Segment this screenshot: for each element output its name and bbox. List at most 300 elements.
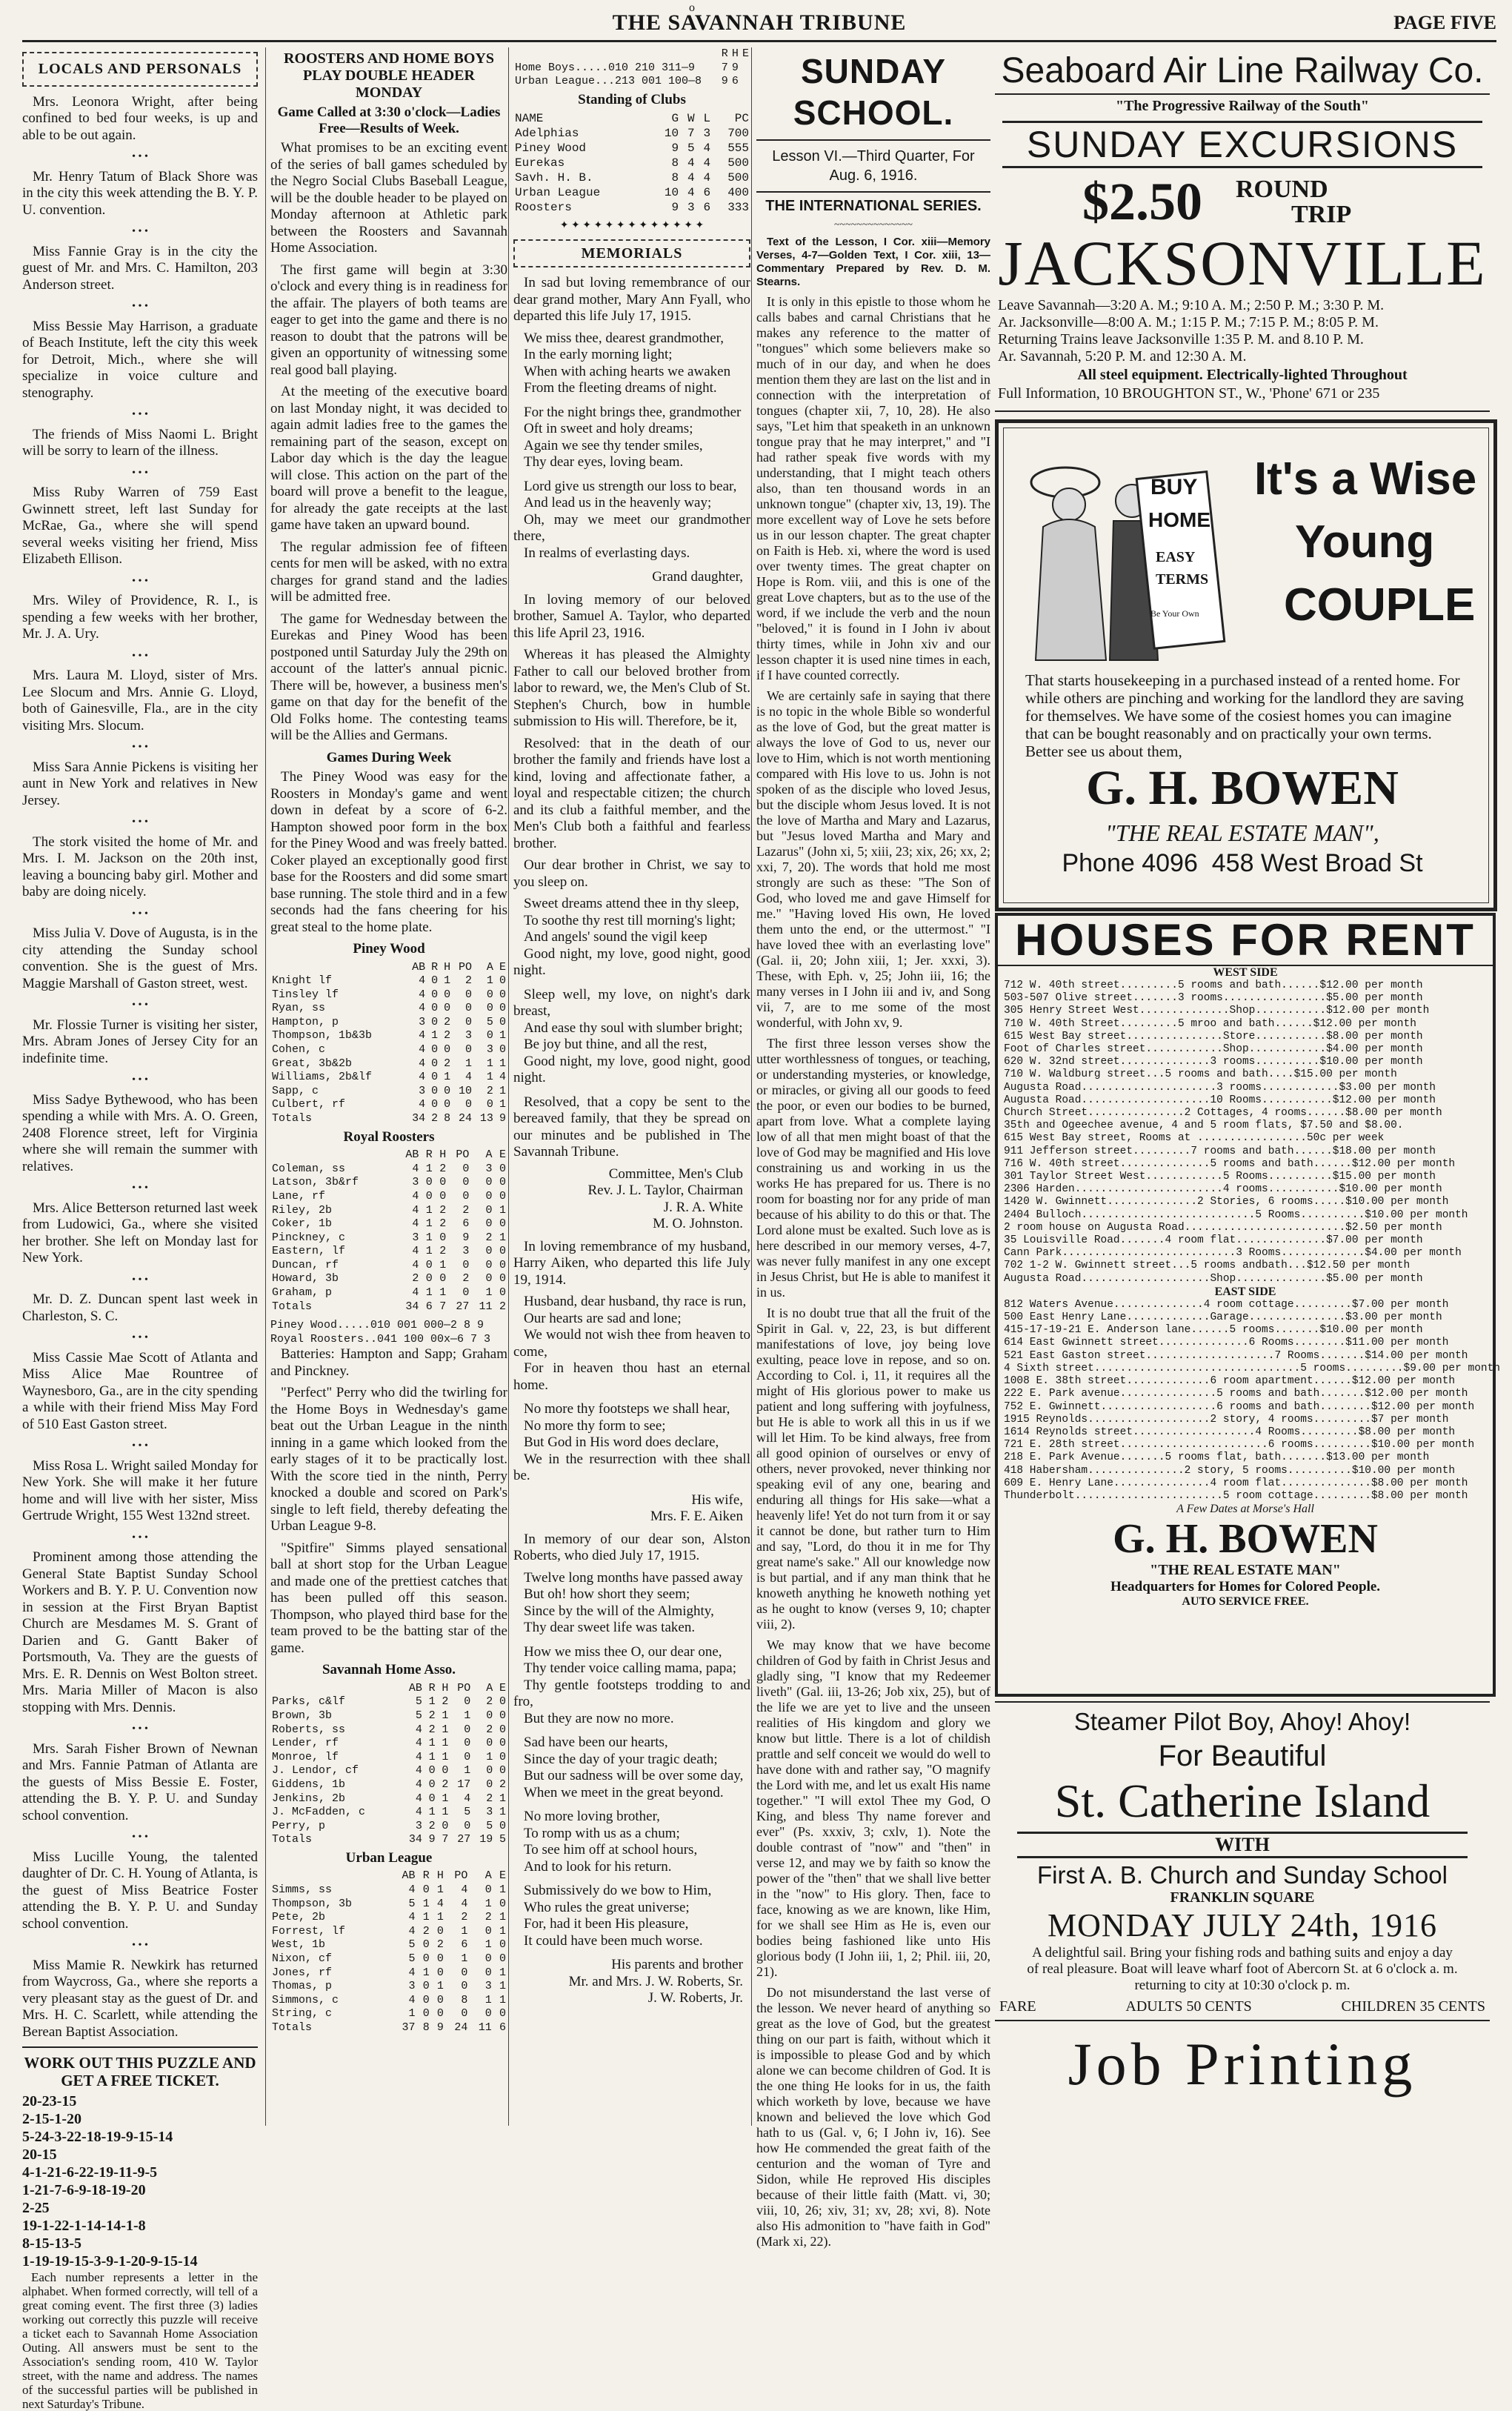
box-score-cell: 1 <box>485 1286 493 1300</box>
rent-listing: 615 West Bay street, Rooms at .................50c per week <box>1004 1132 1385 1145</box>
box-score-col <box>270 961 405 975</box>
box-score-cell: Giddens, 1b <box>272 1778 346 1791</box>
box-score-row <box>270 1833 507 1847</box>
box-score-cell: 3 <box>415 1819 422 1832</box>
box-score-cell: 5 <box>464 1806 471 1819</box>
box-score-cell: Riley, 2b <box>272 1203 333 1217</box>
box-score-cell: 1 <box>436 1883 444 1896</box>
box-score-row <box>270 1057 507 1071</box>
standing-col: PC <box>734 112 749 126</box>
box-score-cell: 4 <box>412 1245 419 1258</box>
box-score-cell: 4 <box>412 1286 419 1300</box>
box-score-cell: 0 <box>462 1162 470 1175</box>
box-score-cell: 0 <box>439 1176 447 1189</box>
standing-cell: 3 <box>687 201 695 215</box>
steamer-ad <box>995 1701 1490 2021</box>
standing-row <box>513 141 750 156</box>
box-score-cell: 34 <box>408 1833 422 1846</box>
box-score-cell: 4 <box>415 1723 422 1736</box>
box-score-cell: 17 <box>457 1778 471 1791</box>
memorial2-paragraphs <box>513 592 750 891</box>
sign-word-home: HOME <box>1148 508 1210 531</box>
box-score-cell: 0 <box>485 1217 493 1231</box>
separator-dots: • • • <box>132 1000 148 1011</box>
box-score-cell: 0 <box>499 1002 506 1015</box>
box-score-col: E <box>499 1148 506 1162</box>
standing-cell: 10 <box>664 127 679 141</box>
standing-cell: 4 <box>703 142 711 156</box>
box-score-cell: 2 <box>422 1924 430 1938</box>
standing-row <box>513 170 750 185</box>
box-score-cell: 11 <box>478 2021 492 2034</box>
box-score-cell: 4 <box>412 1217 419 1231</box>
box4-team: Urban League <box>345 1849 433 1866</box>
poem-line: Be joy but thine, and all the rest, <box>524 1037 707 1053</box>
box-score-cell: 9 <box>436 2021 444 2034</box>
box-score-cell: 5 <box>486 1819 493 1832</box>
houses-for-rent-ad <box>995 913 1501 1697</box>
box-score-cell: 1 <box>436 1911 444 1924</box>
with-text: WITH <box>1215 1834 1270 1855</box>
poem-line: But God in His word does declare, <box>524 1434 719 1451</box>
rent-listing: 1008 E. 38th street.............6 room apartment......$12.00 per month <box>1004 1375 1456 1388</box>
box-score-cell: 0 <box>431 1098 439 1111</box>
box-score-cell: 4 <box>419 1043 426 1057</box>
signature-line: Mrs. F. E. Aiken <box>650 1509 743 1525</box>
box-score-cell: 0 <box>486 1709 493 1722</box>
local-item: Miss Mamie R. Newkirk has returned from Waycross, Ga., where she reports a very pleasant stay as the guest of Dr. and Mrs. H. C. Scarlett, while attending the Berean Baptist Association. <box>22 1957 258 2040</box>
excursions-headline: SUNDAY EXCURSIONS <box>1002 121 1482 168</box>
poem-line: Submissively do we bow to Him, <box>524 1883 712 1899</box>
rhe-cell: 9 <box>721 75 728 88</box>
box-score-row <box>270 1016 507 1030</box>
box-score-cell: 24 <box>459 1112 473 1125</box>
puzzle-line: 4-1-21-6-22-19-11-9-5 <box>22 2164 158 2181</box>
box-score-cell: Totals <box>272 1112 313 1125</box>
box-score-cell: 0 <box>462 1176 470 1189</box>
box-score-cell: 3 <box>485 1162 493 1175</box>
box-score-row <box>270 1112 507 1126</box>
box-score-cell: 4 <box>419 1029 426 1042</box>
box-score-cell: 4 <box>461 1897 468 1910</box>
box-score-cell: 13 <box>479 1112 493 1125</box>
standing-cell: 5 <box>687 142 695 156</box>
box-score-cell: 4 <box>412 1189 419 1203</box>
box-score-cell: 3 <box>484 1980 492 1993</box>
poem-line: Who rules the great universe; <box>524 1899 690 1915</box>
with-label <box>1017 1832 1468 1858</box>
box-score-col: E <box>499 960 506 974</box>
box-score-cell: 10 <box>459 1084 473 1097</box>
standing-row <box>513 126 750 141</box>
local-item: Miss Lucille Young, the talented daughter of Dr. C. H. Young of Atlanta, is the guest of Miss Beatrice Foster attending the B. Y. P. U. and Sunday school convention. <box>22 1849 258 1932</box>
box-score-cell: 4 <box>419 1071 426 1084</box>
rent-auto-service: AUTO SERVICE FREE. <box>1182 1595 1309 1609</box>
box-score-cell: 1 <box>499 1203 506 1217</box>
poem-line: But oh! how short they seem; <box>524 1586 690 1603</box>
box-score-cell: 1 <box>499 1980 506 1993</box>
poem-line: When we meet in the great beyond. <box>524 1784 724 1800</box>
box-score-cell: 2 <box>442 1778 449 1791</box>
box-score-cell: 1 <box>499 1883 506 1896</box>
memorial4-intro: In memory of our dear son, Alston Roberts, who died July 17, 1915. <box>513 1531 750 1564</box>
poem-stanza <box>513 987 750 1087</box>
box-score-cell: 0 <box>486 1002 493 1015</box>
box-score-cell: 0 <box>431 974 439 988</box>
poem-line: Thy gentle footsteps trodding to and fro, <box>513 1677 750 1710</box>
box-score-cell: 0 <box>484 2007 492 2021</box>
box-score-cell: 1 <box>499 1924 506 1938</box>
box-score-cell: 0 <box>499 1819 506 1832</box>
box-score-cell: Forrest, lf <box>272 1924 346 1938</box>
line-score: Royal Roosters..041 100 00x—6 7 3 <box>270 1333 491 1346</box>
box-score-cell: 0 <box>499 1043 506 1057</box>
poem-line: Since the day of your tragic death; <box>524 1751 718 1767</box>
rent-listing: 222 E. Park avenue...............5 rooms and bath.......$12.00 per month <box>1004 1388 1468 1400</box>
box-score-row <box>270 988 507 1002</box>
local-item: Miss Cassie Mae Scott of Atlanta and Miss Alice Mae Rountree of Waynesboro, Ga., are in the city spending a while with their friend Miss May Ford of 510 East Gaston street. <box>22 1349 258 1432</box>
box-score-row <box>270 1764 507 1778</box>
box-score-cell: 4 <box>436 1897 444 1910</box>
rent-listing: 415-17-19-21 E. Anderson lane......5 rooms.......$10.00 per month <box>1004 1324 1423 1337</box>
puzzle-line: 2-25 <box>22 2200 50 2216</box>
box-score-cell: 2 <box>436 1938 444 1952</box>
newspaper-title: THE SAVANNAH TRIBUNE <box>612 10 907 35</box>
standing-row <box>513 185 750 200</box>
schedule-line: Ar. Jacksonville—8:00 A. M.; 1:15 P. M.; 7:15 P. M.; 8:05 P. M. <box>998 314 1379 330</box>
box-score-cell: 8 <box>444 1112 451 1125</box>
box-score-cell: 4 <box>415 1792 422 1805</box>
trip-label: TRIP <box>1291 201 1352 228</box>
signature-line: J. W. Roberts, Jr. <box>647 1990 743 2006</box>
box-score-cell: 0 <box>485 1189 493 1203</box>
box-score-cell: 1 <box>442 1723 449 1736</box>
poem-line: And lead us in the heavenly way; <box>524 495 712 511</box>
fare-row <box>995 1994 1490 2015</box>
separator-dots: • • • <box>132 301 148 312</box>
box-score-cell: Lane, rf <box>272 1189 326 1203</box>
page-number: PAGE FIVE <box>1393 12 1496 33</box>
box-score-cell: 19 <box>479 1833 493 1846</box>
box-score-cell: Totals <box>272 2021 313 2034</box>
box-score-cell: 0 <box>499 1737 506 1750</box>
box-score-cell: 2 <box>484 1911 492 1924</box>
poem-line: But they are now no more. <box>524 1710 674 1726</box>
memorial3-poem <box>513 1294 750 1485</box>
games-paragraph: The Piney Wood was easy for the Roosters in Monday's game and went down in defeat by a score of 6-2. Hampton showed poor form in the box for the Piney Wood and was freely batted. Coker played an exceptionally good first base for the Roosters and did some smart base running. The stole third and in a few seconds had the fans cheering for his great steal to the home plate. <box>270 769 507 935</box>
box-score-cell: 1 <box>425 1217 433 1231</box>
box-score-cell: 2 <box>462 1203 470 1217</box>
puzzle-line: 19-1-22-1-14-14-1-8 <box>22 2218 146 2234</box>
box-score-row <box>270 1952 507 1966</box>
separator-dots: • • • <box>132 1440 148 1451</box>
standing-cell: Piney Wood <box>515 142 587 156</box>
fare-adults: ADULTS 50 CENTS <box>1125 1998 1252 2015</box>
box-score-row <box>270 1883 507 1898</box>
puzzle-lines <box>22 2092 258 2270</box>
box-score-cell: Roberts, ss <box>272 1723 346 1736</box>
box-score-cell: 0 <box>499 1245 506 1258</box>
box-score-cell: 2 <box>428 1723 436 1736</box>
local-item: Mrs. Wiley of Providence, R. I., is spending a few weeks with her brother, Mr. J. A. Ury. <box>22 593 258 642</box>
rent-listing: 1614 Reynolds street...................4 Rooms.........$8.00 per month <box>1004 1426 1456 1438</box>
separator-dots: • • • <box>132 908 148 919</box>
box-score-cell: 5 <box>499 1833 506 1846</box>
box-score-cell: 0 <box>499 1176 506 1189</box>
ornament-divider: ✦ ✦ ✦ ✦ ✦ ✦ ✦ ✦ ✦ ✦ ✦ ✦ ✦ <box>559 220 705 232</box>
headline-wise: It's a Wise <box>1254 453 1477 505</box>
column-baseball <box>265 47 507 2126</box>
memorial1-signature: Grand daughter, <box>652 569 743 585</box>
box-score-cell: 0 <box>499 1162 506 1175</box>
local-item: Mr. Henry Tatum of Black Shore was in the city this week attending the B. Y. P. U. convention. <box>22 168 258 218</box>
rent-listing: 35 Louisville Road.......4 room flat..............$7.00 per month <box>1004 1234 1423 1247</box>
standing-cell: 6 <box>703 201 711 215</box>
divider <box>756 139 990 141</box>
rhe-col: E <box>742 47 749 60</box>
rent-bowen-tagline: "THE REAL ESTATE MAN" <box>1150 1562 1341 1579</box>
box-score-cell: 4 <box>419 1098 426 1111</box>
box-score-cell: 2 <box>485 1231 493 1244</box>
box-score-cell: 0 <box>486 1029 493 1042</box>
east-side-listings <box>998 1298 1501 1503</box>
poem-stanza <box>513 405 750 471</box>
separator-dots: • • • <box>132 467 148 479</box>
rent-listing: 503-507 Olive street.......3 rooms................$5.00 per month <box>1004 992 1423 1005</box>
box-score-col: H <box>444 960 451 974</box>
box-score-cell: 1 <box>464 1764 471 1778</box>
box-score-cell: 2 <box>499 1300 506 1313</box>
separator-dots: • • • <box>132 817 148 828</box>
box-score-cell: 0 <box>422 1952 430 1965</box>
standing-cell: 9 <box>671 142 679 156</box>
rent-listing: 218 E. Park Avenue.......5 rooms flat, bath.......$13.00 per month <box>1004 1451 1430 1464</box>
baseball-paragraph: "Perfect" Perry who did the twirling for the Home Boys in Wednesday's game beat out the Urban League in the ninth inning in a game which looked from the early stages of it to be practically lost. With the score tied in the ninth, Perry knocked a double and scored on Park's single to left field, thereby defeating the Urban League 9-8. <box>270 1385 507 1534</box>
ornament-divider: ~~~~~~~~~~~~~~ <box>833 219 913 230</box>
box-score-cell: 1 <box>442 1792 449 1805</box>
box3-team: Savannah Home Asso. <box>322 1662 456 1678</box>
bowen-tagline: "THE REAL ESTATE MAN", <box>1105 819 1379 846</box>
poem-line: How we miss thee O, our dear one, <box>524 1643 722 1660</box>
box-score-cell: 3 <box>419 1084 426 1097</box>
rhe-col: H <box>731 47 739 60</box>
poem-line: Sweet dreams attend thee in thy sleep, <box>524 896 739 912</box>
separator-dots: • • • <box>132 650 148 662</box>
box-score-row <box>270 1029 507 1043</box>
box-score-cell: 1 <box>422 1897 430 1910</box>
box-score-cell: 0 <box>428 1764 436 1778</box>
box-score-cell: 5 <box>486 1015 493 1028</box>
box-score-col: A <box>486 960 493 974</box>
box-score-cell: 1 <box>439 1286 447 1300</box>
box-score-cell: 4 <box>419 1057 426 1070</box>
rent-footer-note: A Few Dates at Morse's Hall <box>1176 1503 1314 1516</box>
box-score-piney-wood <box>270 961 507 1126</box>
destination: JACKSONVILLE <box>998 227 1487 299</box>
rent-listing: 2404 Bulloch...........................5 Rooms..........$10.00 per month <box>1004 1208 1468 1221</box>
poem-line: No more loving brother, <box>524 1809 660 1825</box>
series-line: THE INTERNATIONAL SERIES. <box>765 198 982 214</box>
rent-listing: 35th and Ogeechee avenue, 4 and 5 room flats, $7.50 and $8.00. <box>1004 1120 1404 1132</box>
box-score-col: H <box>436 1869 444 1883</box>
box-score-cell: 0 <box>425 1272 433 1286</box>
box-score-cell: 0 <box>425 1189 433 1203</box>
box-score-cell: 1 <box>486 974 493 988</box>
baseball-paragraph: The game for Wednesday between the Eurekas and Piney Wood has been postponed until Saturday July the 29th on account of the latter's annual picnic. There will be, however, a business men's game on that day for the benefit of the Old Folks home. The contesting teams will be the Allies and Germans. <box>270 611 507 743</box>
poem-line: Good night, my love, good night, good night. <box>513 1053 750 1086</box>
standing-cell: 4 <box>687 171 695 185</box>
box-score-cell: 0 <box>465 1015 473 1028</box>
box-score-cell: 4 <box>415 1737 422 1750</box>
page-header <box>22 1 1496 42</box>
rhe-header <box>513 47 750 61</box>
poem-line: Twelve long months have passed away <box>524 1569 743 1586</box>
box-score-cell: 6 <box>462 1217 470 1231</box>
box-score-cell: 1 <box>431 1029 439 1042</box>
box-score-cell: 0 <box>422 1938 430 1952</box>
poem-line: Husband, dear husband, thy race is run, <box>524 1294 747 1310</box>
box-score-col: R <box>425 1148 433 1162</box>
box-score-row <box>270 1043 507 1057</box>
standing-cell: 8 <box>671 171 679 185</box>
rent-listing: Foot of Charles street............Shop............$4.00 per month <box>1004 1043 1423 1056</box>
puzzle-line: 1-19-19-15-3-9-1-20-9-15-14 <box>22 2253 198 2269</box>
box-score-cell: 0 <box>499 1709 506 1722</box>
job-printing-ad: Job Printing <box>1068 2030 1417 2098</box>
box-score-cell: 1 <box>499 1911 506 1924</box>
poem-line: For the night brings thee, grandmother <box>524 404 742 420</box>
box-score-cell: 1 <box>461 1952 468 1965</box>
puzzle-line: 1-21-7-6-9-18-19-20 <box>22 2182 146 2198</box>
box-score-cell: 0 <box>465 988 473 1001</box>
box-score-cell: 2 <box>442 1695 449 1709</box>
box-score-cell: 1 <box>486 1057 493 1070</box>
box-score-cell: 1 <box>499 1084 506 1097</box>
box-score-cell: 8 <box>461 1993 468 2006</box>
rent-listing: 4 Sixth street................................5 rooms.........$9.00 per month <box>1004 1362 1501 1374</box>
column-locals <box>22 47 258 2411</box>
box-score-cell: 27 <box>457 1833 471 1846</box>
box-score-col: PO <box>457 1681 471 1695</box>
baseball-paragraph: At the meeting of the executive board on last Monday night, it was decided to again admit ladies free to the games the remaining part of the season, except on Labor day which is the day the league will close. This action on the part of the board will prove a benefit to the league, for already the gate receipts at the last game have taken an upward bound. <box>270 384 507 533</box>
separator-dots: • • • <box>132 1832 148 1843</box>
box-score-cell: 0 <box>425 1176 433 1189</box>
box-score-row <box>270 1938 507 1952</box>
box-score-cell: 5 <box>408 1938 416 1952</box>
box-score-cell: 1 <box>442 1750 449 1763</box>
box-score-cell: 7 <box>442 1833 449 1846</box>
box-score-row <box>270 1792 507 1806</box>
poem-line: No more thy form to see; <box>524 1417 666 1434</box>
box-score-cell: 2 <box>486 1695 493 1709</box>
separator-dots: • • • <box>132 1940 148 1951</box>
puzzle-line: 20-23-15 <box>22 2093 77 2109</box>
box-score-cell: 0 <box>484 1966 492 1979</box>
poem-stanza <box>513 1294 750 1394</box>
box-score-header <box>270 1682 507 1696</box>
box-score-cell: 2 <box>461 1911 468 1924</box>
schedule <box>995 297 1490 365</box>
box-score-cell: 0 <box>428 1778 436 1791</box>
box-score-cell: 0 <box>485 1245 493 1258</box>
rent-listing: 418 Habersham...............2 story, 5 rooms..........$10.00 per month <box>1004 1464 1456 1477</box>
box-score-cell: 11 <box>479 1300 493 1313</box>
memorial-paragraph: Whereas it has pleased the Almighty Father to call our beloved brother from labor to reward, we, the Men's Club of St. Stephen's Church, bow in humble submission to His will. Therefore, be it, <box>513 647 750 730</box>
box-score-cell: 1 <box>425 1162 433 1175</box>
box-score-row <box>270 1709 507 1723</box>
local-item: Miss Bessie May Harrison, a graduate of Beach Institute, left the city this week for Detroit, Mich., where she will specialize in voice culture and stenography. <box>22 318 258 401</box>
sign-word-buy: BUY <box>1150 475 1198 499</box>
memorial1-poem <box>513 330 750 562</box>
box-score-header <box>270 961 507 975</box>
box-score-cell: 4 <box>415 1764 422 1778</box>
box-score-cell: 7 <box>439 1300 447 1313</box>
schedule-line: Leave Savannah—3:20 A. M.; 9:10 A. M.; 2:50 P. M.; 3:30 P. M. <box>998 297 1385 313</box>
box-score-cell: 0 <box>431 1057 439 1070</box>
box-score-cell: 0 <box>499 1750 506 1763</box>
box-score-cell: 0 <box>465 1002 473 1015</box>
rhe-col <box>513 47 719 61</box>
box-score-col: E <box>499 1681 506 1695</box>
box-score-cell: 2 <box>465 974 473 988</box>
box-score-cell: 1 <box>444 1071 451 1084</box>
box-score-row <box>270 1272 507 1286</box>
box-score-row <box>270 1002 507 1016</box>
box-score-cell: 0 <box>444 988 451 1001</box>
box-score-cell: 27 <box>456 1300 470 1313</box>
box-score-header <box>270 1869 507 1883</box>
box-score-cell: 3 <box>408 1980 416 1993</box>
equipment-line: All steel equipment. Electrically-lighted Throughout <box>1077 367 1408 383</box>
rent-listing: 615 West Bay street...............Store...........$8.00 per month <box>1004 1030 1423 1042</box>
memorial3-signature <box>521 1492 743 1526</box>
box-score-cell: 0 <box>499 1897 506 1910</box>
box-score-cell: 4 <box>419 988 426 1001</box>
box-score-cell: 9 <box>499 1112 506 1125</box>
schedule-line: Returning Trains leave Jacksonville 1:35 P. M. and 8.10 P. M. <box>998 331 1364 347</box>
box-score-cell: 1 <box>499 1057 506 1070</box>
standing-cell: 6 <box>703 186 711 200</box>
local-item: Miss Sadye Bythewood, who has been spending a while with Mrs. A. O. Green, 2408 Florence street, left for Virginia where she will remain the summer with relatives. <box>22 1091 258 1174</box>
box-score-cell: 0 <box>431 1002 439 1015</box>
west-side-label: WEST SIDE <box>1213 966 1278 979</box>
east-side-label: EAST SIDE <box>1214 1285 1276 1298</box>
box-score-cell: Thomas, p <box>272 1980 333 1993</box>
local-item: Miss Ruby Warren of 759 East Gwinnett street, left last Sunday for McRae, Ga., where she will spend several weeks visiting her friend, Miss Elizabeth Ellison. <box>22 485 258 567</box>
box-score-cell: 2 <box>462 1272 470 1286</box>
box-score-cell: 0 <box>499 1217 506 1231</box>
signature-line: His parents and brother <box>611 1957 743 1973</box>
rent-listing: 702 1-2 W. Gwinnett street...5 rooms andbath...$12.50 per month <box>1004 1260 1411 1272</box>
box-score-row <box>270 1778 507 1792</box>
box1-team: Piney Wood <box>353 941 425 957</box>
box-score-cell: 1 <box>428 1695 436 1709</box>
box-score-cell: Coleman, ss <box>272 1162 346 1175</box>
box-score-cell: Brown, 3b <box>272 1709 333 1722</box>
box-score-cell: Totals <box>272 1833 313 1846</box>
folio-mark: o <box>689 1 695 14</box>
box-score-row <box>270 2021 507 2035</box>
box-score-col: AB <box>402 1869 416 1883</box>
box-score-cell: Coker, 1b <box>272 1217 333 1231</box>
box-score-cell: 4 <box>412 1258 419 1271</box>
column-sunday-school <box>751 47 990 2249</box>
box-score-cell: 1 <box>422 1966 430 1979</box>
box-score-row <box>270 1190 507 1204</box>
box-score-cell: 1 <box>442 1806 449 1819</box>
rhe-cell: Urban League...213 001 100—8 <box>515 75 702 88</box>
box-score-col: A <box>486 1681 493 1695</box>
